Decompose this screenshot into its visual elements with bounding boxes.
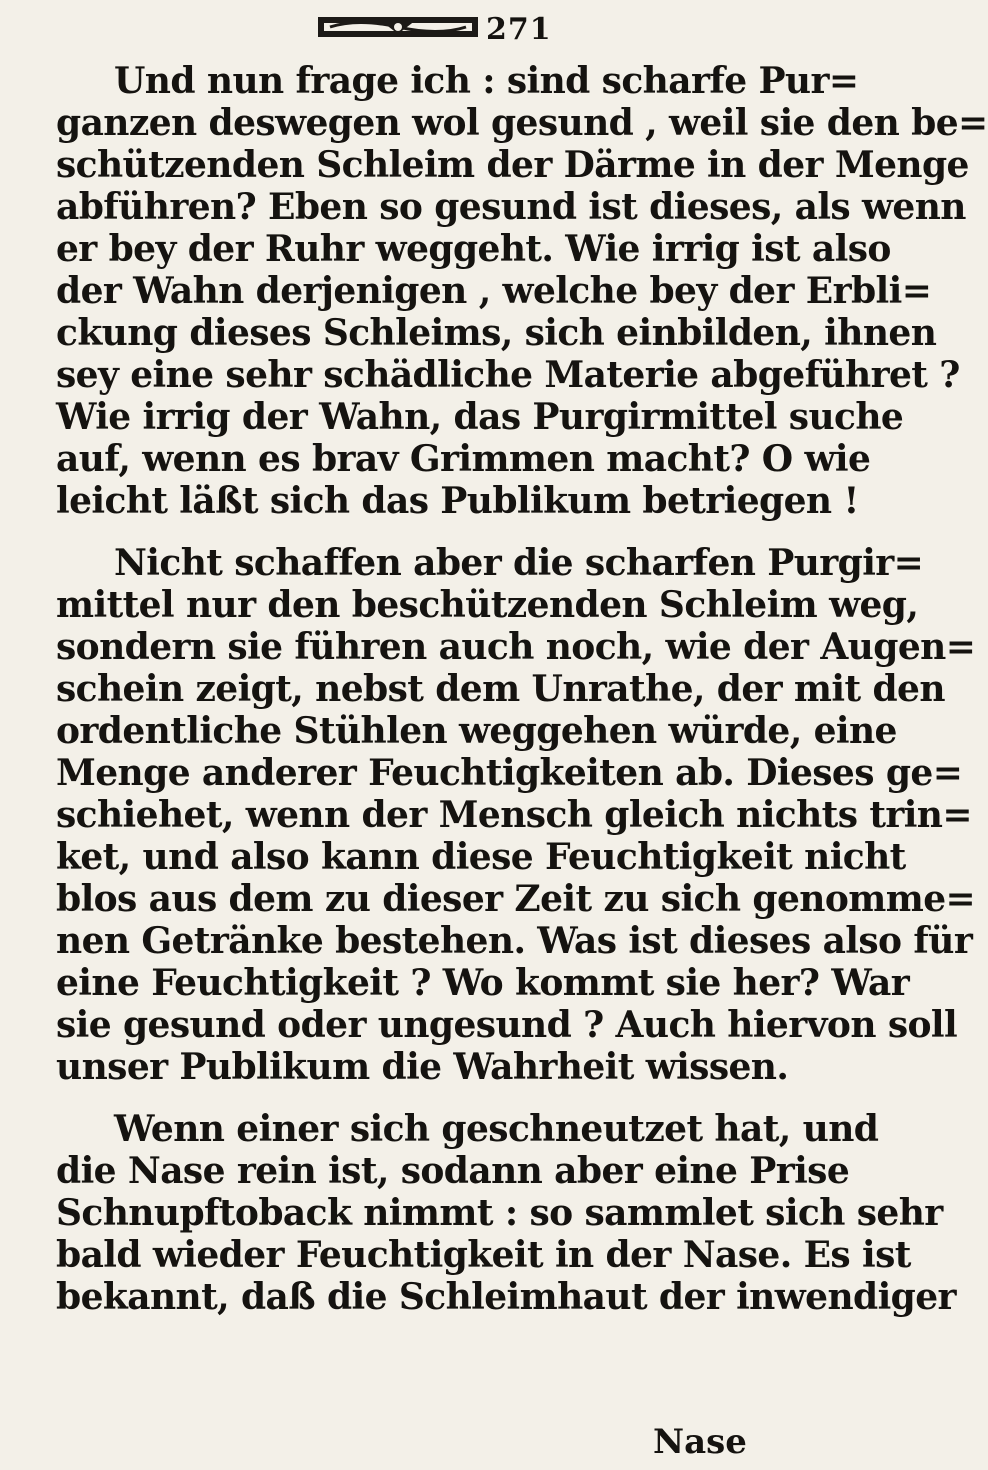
text-line: eine Feuchtigkeit ? Wo kommt sie her? War <box>56 962 910 1004</box>
text-line: leicht läßt sich das Publikum betriegen ! <box>56 480 859 522</box>
text-line: unser Publikum die Wahrheit wissen. <box>56 1046 789 1088</box>
paragraph <box>56 60 988 522</box>
paragraph-gap <box>56 522 776 542</box>
paragraph <box>56 542 976 1088</box>
catchword: Nase <box>653 1422 747 1462</box>
text-line: mittel nur den beschützenden Schleim weg, <box>56 584 919 626</box>
text-line: schiehet, wenn der Mensch gleich nichts trin= <box>56 794 972 836</box>
text-line: schein zeigt, nebst dem Unrathe, der mit den <box>56 668 945 710</box>
paragraph-gap <box>56 1088 776 1108</box>
text-line: auf, wenn es brav Grimmen macht? O wie <box>56 438 871 480</box>
text-line: sondern sie führen auch noch, wie der Augen= <box>56 626 976 668</box>
page-number: 271 <box>486 12 552 47</box>
text-line: Und nun frage ich : sind scharfe Pur= <box>114 60 859 102</box>
text-line: bekannt, daß die Schleimhaut der inwendiger <box>56 1276 956 1318</box>
text-line: ordentliche Stühlen weggehen würde, eine <box>56 710 897 752</box>
text-line: sey eine sehr schädliche Materie abgeführet ? <box>56 354 960 396</box>
text-line: ganzen deswegen wol gesund , weil sie den be= <box>56 102 988 144</box>
text-line: bald wieder Feuchtigkeit in der Nase. Es ist <box>56 1234 911 1276</box>
text-line: der Wahn derjenigen , welche bey der Erbli= <box>56 270 932 312</box>
text-line: schützenden Schleim der Därme in der Menge <box>56 144 969 186</box>
text-line: blos aus dem zu dieser Zeit zu sich genomme= <box>56 878 976 920</box>
header-ornament <box>318 14 478 40</box>
body-text <box>56 60 988 1318</box>
text-line: ckung dieses Schleims, sich einbilden, ihnen <box>56 312 937 354</box>
text-line: sie gesund oder ungesund ? Auch hiervon soll <box>56 1004 958 1046</box>
paragraph <box>56 1108 956 1318</box>
text-line: Nicht schaffen aber die scharfen Purgir= <box>114 542 924 584</box>
text-line: nen Getränke bestehen. Was ist dieses also für <box>56 920 973 962</box>
text-line: Menge anderer Feuchtigkeiten ab. Dieses ge= <box>56 752 963 794</box>
text-line: die Nase rein ist, sodann aber eine Prise <box>56 1150 850 1192</box>
text-line: Wenn einer sich geschneutzet hat, und <box>114 1108 879 1150</box>
text-line: Schnupftoback nimmt : so sammlet sich sehr <box>56 1192 943 1234</box>
text-line: abführen? Eben so gesund ist dieses, als wenn <box>56 186 966 228</box>
text-line: Wie irrig der Wahn, das Purgirmittel suche <box>56 396 904 438</box>
text-line: ket, und also kann diese Feuchtigkeit nicht <box>56 836 906 878</box>
text-line: er bey der Ruhr weggeht. Wie irrig ist also <box>56 228 891 270</box>
